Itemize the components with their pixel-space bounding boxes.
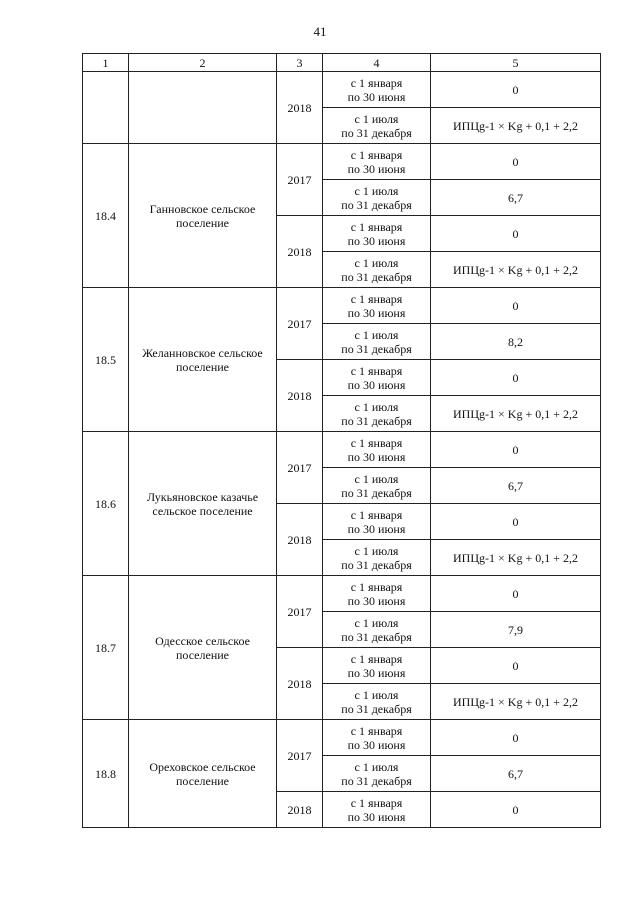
period-cell [323,288,431,324]
value-cell: 8,2 [431,324,601,360]
header-col-2: 2 [129,54,277,72]
period-end: по 31 декабря [341,413,412,428]
period-start: с 1 января [350,723,403,738]
year-cell: 2018 [277,792,323,828]
period-start: с 1 июля [354,399,399,414]
period-start: с 1 июля [354,687,399,702]
period-start: с 1 января [350,75,403,90]
value-cell: 6,7 [431,468,601,504]
period-cell [323,576,431,612]
header-col-4: 4 [323,54,431,72]
header-col-1: 1 [83,54,129,72]
value-cell: 0 [431,144,601,180]
settlement-name: Ореховское сельское поселение [129,720,277,828]
value-cell: 0 [431,432,601,468]
period-end: по 31 декабря [341,773,412,788]
settlement-name [129,72,277,144]
period-cell [323,612,431,648]
year-cell: 2018 [277,360,323,432]
period-end: по 31 декабря [341,125,412,140]
period-cell [323,468,431,504]
table-row [83,288,601,324]
row-number: 18.6 [83,432,129,576]
period-start: с 1 января [350,219,403,234]
period-end: по 31 декабря [341,269,412,284]
period-end: по 30 июня [347,449,406,464]
period-start: с 1 июля [354,759,399,774]
value-cell: ИПЦg-1 × Kg + 0,1 + 2,2 [431,108,601,144]
period-start: с 1 января [350,291,403,306]
period-cell [323,648,431,684]
period-start: с 1 июля [354,471,399,486]
period-cell [323,432,431,468]
period-end: по 31 декабря [341,485,412,500]
year-cell: 2017 [277,576,323,648]
period-end: по 30 июня [347,233,406,248]
period-end: по 30 июня [347,521,406,536]
period-start: с 1 июля [354,327,399,342]
year-cell: 2017 [277,720,323,792]
period-cell [323,144,431,180]
value-cell: ИПЦg-1 × Kg + 0,1 + 2,2 [431,396,601,432]
period-end: по 30 июня [347,665,406,680]
table-body [83,72,601,828]
table-row [83,432,601,468]
period-start: с 1 января [350,651,403,666]
row-number [83,72,129,144]
header-col-5: 5 [431,54,601,72]
period-end: по 31 декабря [341,341,412,356]
period-end: по 31 декабря [341,557,412,572]
value-cell: 6,7 [431,180,601,216]
table-row [83,576,601,612]
value-cell: 0 [431,360,601,396]
row-number: 18.7 [83,576,129,720]
period-cell [323,684,431,720]
settlement-name: Лукьяновское казачье сельское поселение [129,432,277,576]
value-cell: 0 [431,504,601,540]
period-cell [323,720,431,756]
year-cell: 2018 [277,504,323,576]
value-cell: 0 [431,288,601,324]
period-start: с 1 июля [354,111,399,126]
value-cell: 0 [431,792,601,828]
period-cell [323,540,431,576]
period-start: с 1 января [350,579,403,594]
year-cell: 2017 [277,144,323,216]
period-end: по 30 июня [347,89,406,104]
row-number: 18.4 [83,144,129,288]
period-end: по 30 июня [347,593,406,608]
period-end: по 31 декабря [341,197,412,212]
period-cell [323,756,431,792]
period-end: по 30 июня [347,809,406,824]
value-cell: ИПЦg-1 × Kg + 0,1 + 2,2 [431,252,601,288]
header-row [83,54,601,72]
period-cell [323,252,431,288]
period-cell [323,108,431,144]
value-cell: 0 [431,216,601,252]
period-cell [323,792,431,828]
period-end: по 30 июня [347,305,406,320]
settlement-name: Желанновское сельское поселение [129,288,277,432]
settlement-name: Одесское сельское поселение [129,576,277,720]
year-cell: 2017 [277,288,323,360]
settlement-name: Ганновское сельское поселение [129,144,277,288]
period-start: с 1 января [350,435,403,450]
value-cell: 7,9 [431,612,601,648]
period-start: с 1 июля [354,183,399,198]
year-cell: 2018 [277,648,323,720]
table-row [83,72,601,108]
period-cell [323,72,431,108]
period-cell [323,504,431,540]
value-cell: ИПЦg-1 × Kg + 0,1 + 2,2 [431,684,601,720]
value-cell: 0 [431,72,601,108]
period-end: по 31 декабря [341,629,412,644]
value-cell: 0 [431,648,601,684]
period-cell [323,324,431,360]
year-cell: 2018 [277,216,323,288]
period-cell [323,180,431,216]
period-start: с 1 января [350,507,403,522]
tariff-table [82,53,601,828]
row-number: 18.8 [83,720,129,828]
year-cell: 2017 [277,432,323,504]
value-cell: 0 [431,576,601,612]
period-end: по 31 декабря [341,701,412,716]
value-cell: 6,7 [431,756,601,792]
value-cell: ИПЦg-1 × Kg + 0,1 + 2,2 [431,540,601,576]
period-start: с 1 июля [354,615,399,630]
period-start: с 1 января [350,795,403,810]
period-cell [323,360,431,396]
period-end: по 30 июня [347,377,406,392]
row-number: 18.5 [83,288,129,432]
period-start: с 1 июля [354,255,399,270]
period-start: с 1 января [350,363,403,378]
period-start: с 1 января [350,147,403,162]
period-start: с 1 июля [354,543,399,558]
period-cell [323,216,431,252]
page-number: 41 [313,24,327,39]
period-cell [323,396,431,432]
table-row [83,720,601,756]
table-row [83,144,601,180]
period-end: по 30 июня [347,737,406,752]
period-end: по 30 июня [347,161,406,176]
year-cell: 2018 [277,72,323,144]
header-col-3: 3 [277,54,323,72]
value-cell: 0 [431,720,601,756]
